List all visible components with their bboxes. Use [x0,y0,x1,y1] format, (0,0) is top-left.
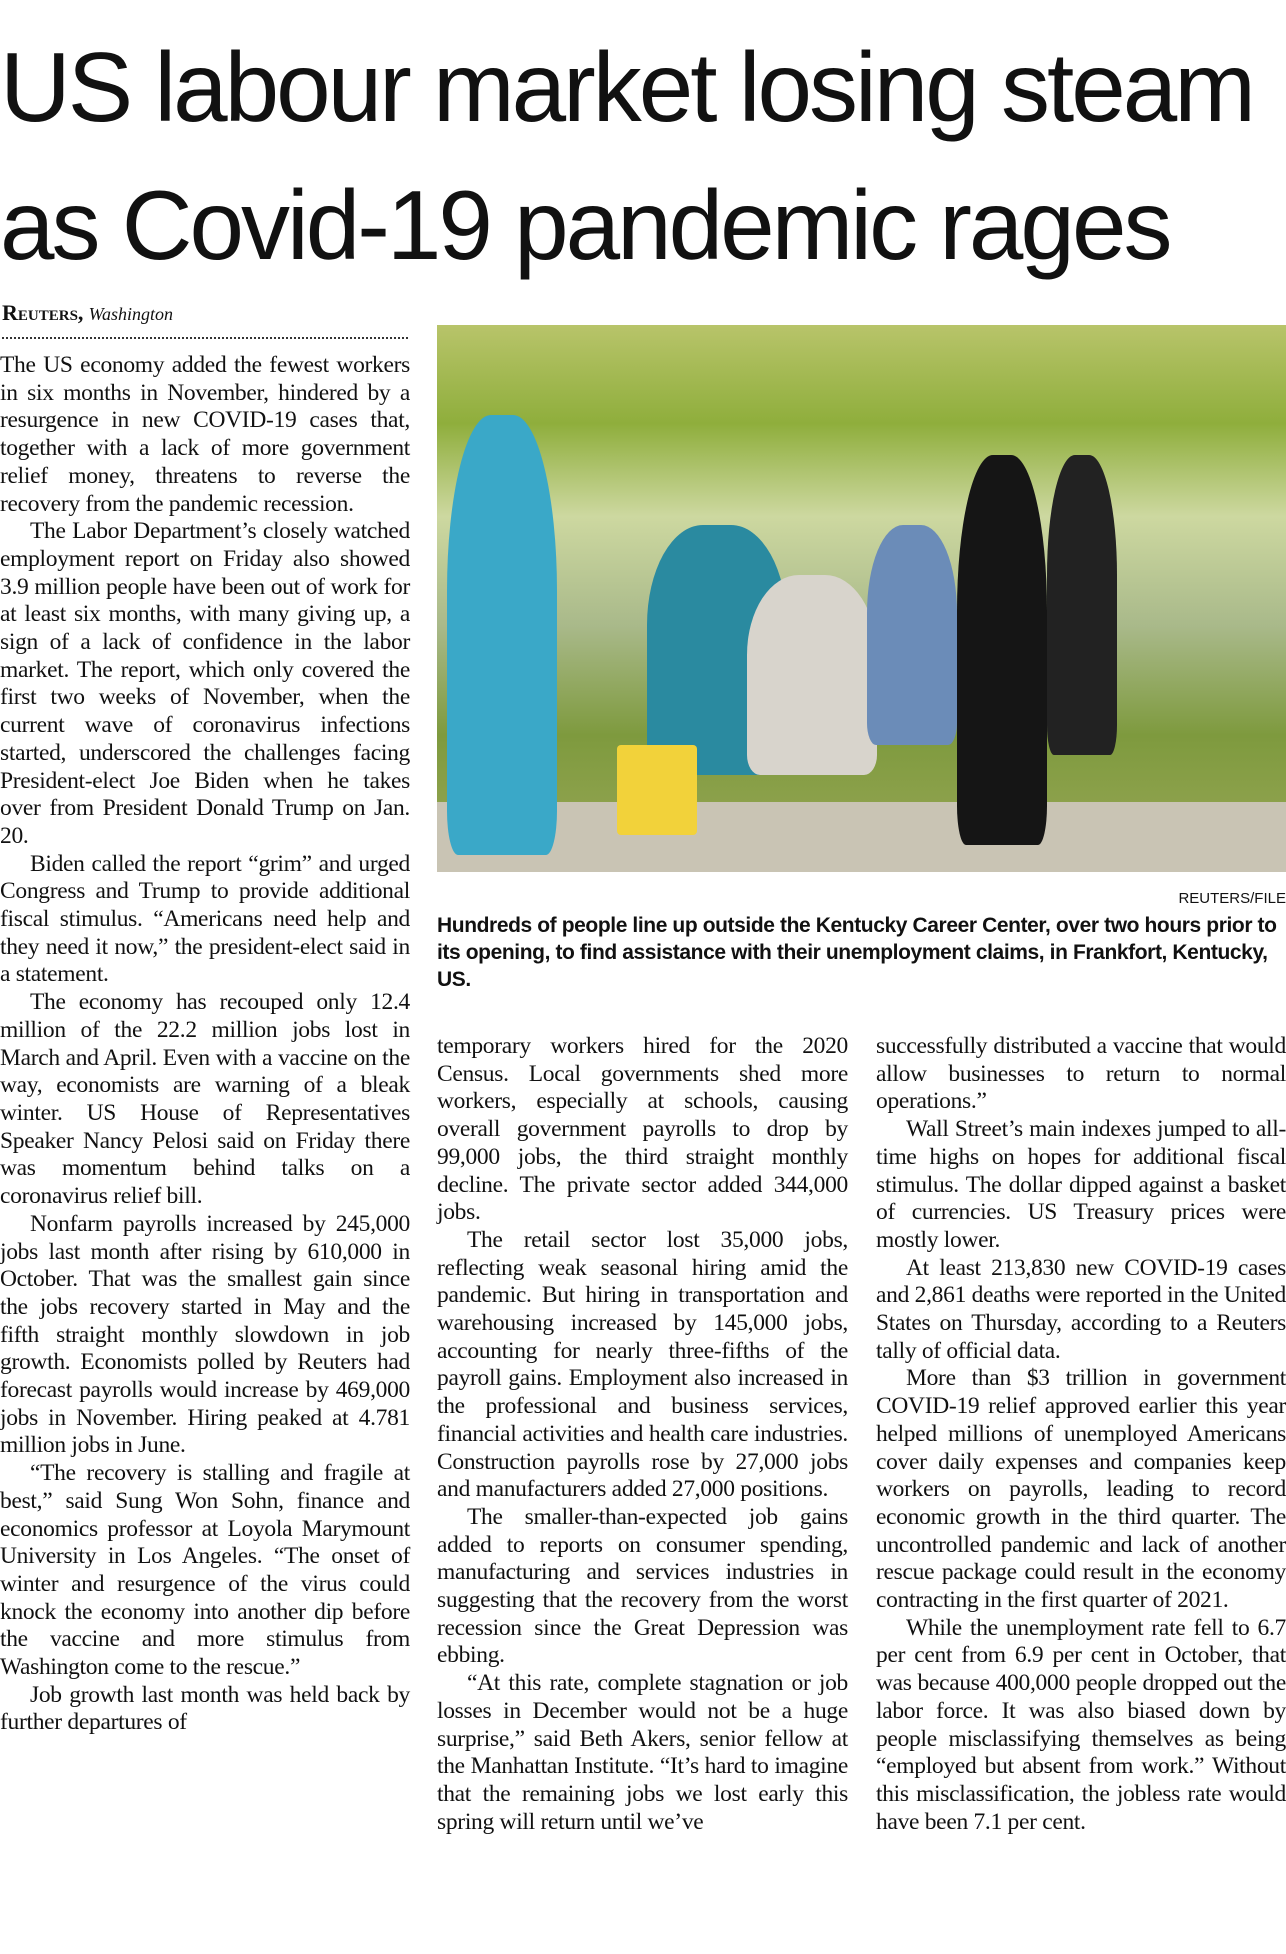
paragraph: “At this rate, complete stagnation or job losses in December would not be a huge surprise,” said Beth Akers, senior fellow at the Manhattan Institute. “It’s hard to imagine that the remaining jobs we lost early this spring will return until we’ve [437,1670,848,1835]
paragraph: The retail sector lost 35,000 jobs, reflecting weak seasonal hiring amid the pandemic. But hiring in transportation and warehousing increased by 145,000 jobs, accounting for nearly three-fifths of the payroll gains. Employment also increased in the professional and business services, financial activities and health care industries. Construction payrolls rose by 27,000 jobs and manufacturers added 27,000 positions. [437,1226,848,1503]
article-column-1 [0,352,410,1737]
photo-person [747,575,877,775]
byline [2,300,173,326]
paragraph: The Labor Department’s closely watched employment report on Friday also showed 3.9 million people have been out of work for at least six months, with many giving up, a sign of a lack of confidence in the labor market. The report, which only covered the first two weeks of November, when the current wave of coronavirus infections started, underscored the challenges facing President-elect Joe Biden when he takes over from President Donald Trump on Jan. 20. [0,518,410,849]
byline-divider [2,337,408,339]
paragraph: Wall Street’s main indexes jumped to all-time highs on hopes for additional fiscal stimulus. The dollar dipped against a basket of currencies. US Treasury prices were mostly lower. [876,1116,1286,1253]
photo-person [617,745,697,835]
paragraph: Nonfarm payrolls increased by 245,000 jobs last month after rising by 610,000 in October. That was the smallest gain since the jobs recovery started in May and the fifth straight monthly slowdown in job growth. Economists polled by Reuters had forecast payrolls would increase by 469,000 jobs in November. Hiring peaked at 4.781 million jobs in June. [0,1210,410,1459]
article-column-2 [437,1033,848,1836]
photo-caption: Hundreds of people line up outside the Kentucky Career Center, over two hours prior to its opening, to find assistance with their unemployment claims, in Frankfort, Kentucky, US. [437,914,1277,991]
photo-person [1047,455,1117,755]
paragraph: The US economy added the fewest workers in six months in November, hindered by a resurgence in new COVID-19 cases that, together with a lack of more government relief money, threatens to reverse the recovery from the pandemic recession. [0,352,410,517]
paragraph: While the unemployment rate fell to 6.7 per cent from 6.9 per cent in October, that was because 400,000 people dropped out the labor force. It was also biased down by people misclassifying themselves as being “employed but absent from work.” Without this misclassification, the jobless rate would have been 7.1 per cent. [876,1614,1286,1835]
paragraph: The smaller-than-expected job gains added to reports on consumer spending, manufacturing and services industries in suggesting that the recovery from the worst recession since the Great Depression was ebbing. [437,1503,848,1669]
paragraph: At least 213,830 new COVID-19 cases and 2,861 deaths were reported in the United States on Thursday, according to a Reuters tally of official data. [876,1254,1286,1364]
paragraph: temporary workers hired for the 2020 Census. Local governments shed more workers, especially at schools, causing overall government payrolls to drop by 99,000 jobs, the third straight monthly decline. The private sector added 344,000 jobs. [437,1033,848,1226]
photo-road [437,802,1286,872]
photo-person [957,455,1047,845]
byline-place: Washington [88,304,174,324]
paragraph: Biden called the report “grim” and urged Congress and Trump to provide additional fiscal stimulus. “Americans need help and they need it now,” the president-elect said in a statement. [0,850,410,988]
article-column-3 [876,1033,1286,1836]
paragraph: successfully distributed a vaccine that would allow businesses to return to normal operations.” [876,1033,1286,1115]
paragraph: The economy has recouped only 12.4 million of the 22.2 million jobs lost in March and April. Even with a vaccine on the way, economists are warning of a bleak winter. US House of Representatives Speaker Nancy Pelosi said on Friday there was momentum behind talks on a coronavirus relief bill. [0,989,410,1210]
paragraph: “The recovery is stalling and fragile at best,” said Sung Won Sohn, finance and economics professor at Loyola Marymount University in Los Angeles. “The onset of winter and resurgence of the virus could knock the economy into another dip before the vaccine and more stimulus from Washington come to the rescue.” [0,1460,410,1681]
headline-line-2: as Covid-19 pandemic rages [0,170,1170,280]
photo-person [447,415,557,855]
headline [0,18,1286,294]
headline-line-1: US labour market losing steam [0,32,1253,142]
paragraph: More than $3 trillion in government COVID-19 relief approved earlier this year helped millions of unemployed Americans cover daily expenses and companies keep workers on payrolls, leading to record economic growth in the third quarter. The uncontrolled pandemic and lack of another rescue package could result in the economy contracting in the first quarter of 2021. [876,1365,1286,1614]
paragraph: Job growth last month was held back by further departures of [0,1681,410,1736]
byline-agency: Reuters, [2,300,84,325]
photo-credit: REUTERS/FILE [1178,890,1286,907]
photo-person [867,525,957,745]
news-photo [437,325,1286,872]
